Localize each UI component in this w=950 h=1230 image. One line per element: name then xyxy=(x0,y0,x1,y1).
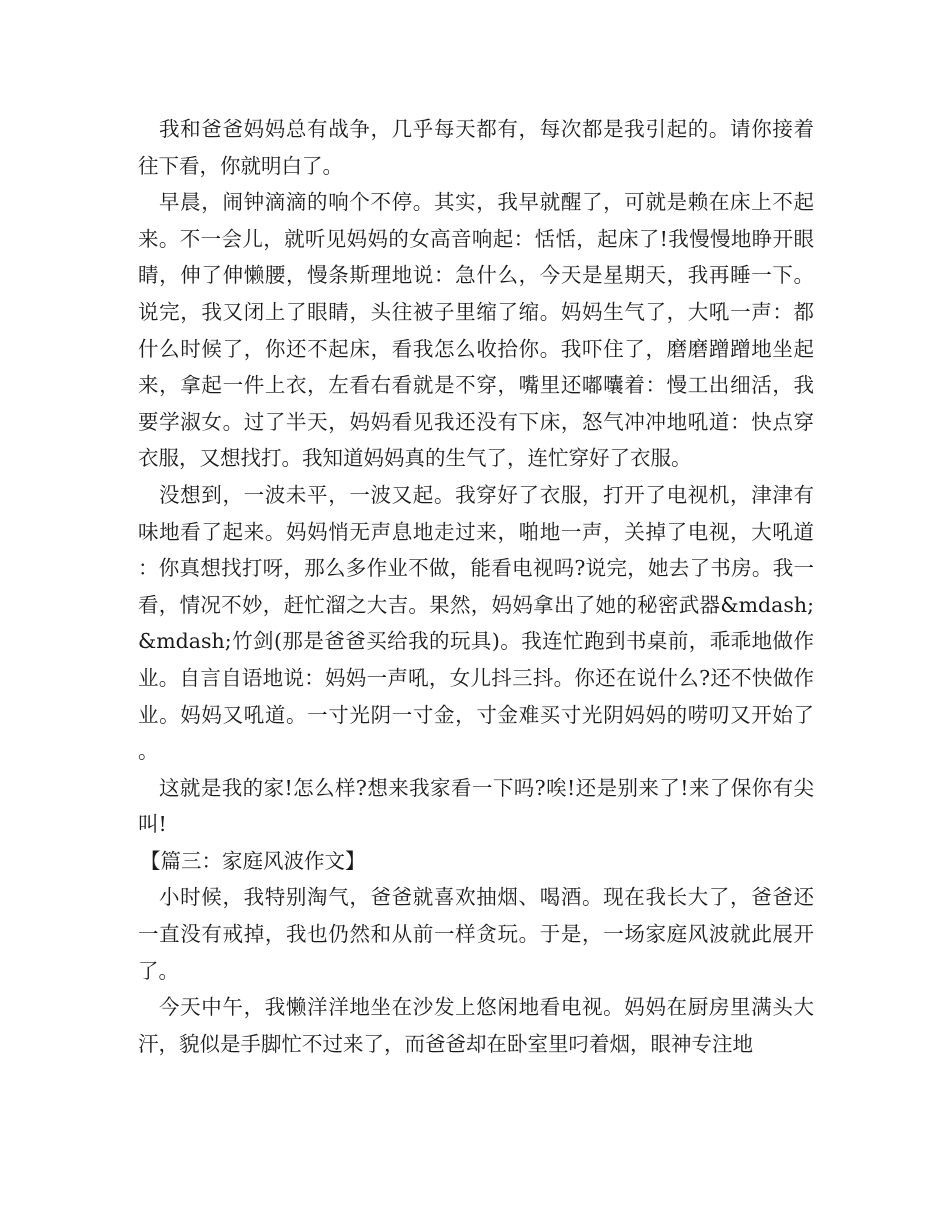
document-body xyxy=(138,111,814,1062)
paragraph: 小时候，我特别淘气，爸爸就喜欢抽烟、喝酒。现在我长大了，爸爸还一直没有戒掉，我也仍然和从前一样贪玩。于是，一场家庭风波就此展开了。 xyxy=(138,885,814,983)
paragraph: 这就是我的家!怎么样?想来我家看一下吗?唉!还是别来了!来了保你有尖叫! xyxy=(138,775,814,837)
paragraph: 今天中午，我懒洋洋地坐在沙发上悠闲地看电视。妈妈在厨房里满头大汗，貌似是手脚忙不过来了，而爸爸却在卧室里叼着烟，眼神专注地 xyxy=(138,995,814,1056)
paragraph: 我和爸爸妈妈总有战争，几乎每天都有，每次都是我引起的。请你接着往下看，你就明白了。 xyxy=(138,117,814,178)
paragraph: 没想到，一波未平，一波又起。我穿好了衣服，打开了电视机，津津有味地看了起来。妈妈悄无声息地走过来，啪地一声，关掉了电视，大吼道：你真想找打呀，那么多作业不做，能看电视吗?说完，她去了书房。我一看，情况不妙，赶忙溜之大吉。果然，妈妈拿出了她的秘密武器&mdash;&mdash;竹剑(那是爸爸买给我的玩具)。我连忙跑到书桌前，乖乖地做作业。自言自语地说：妈妈一声吼，女儿抖三抖。你还在说什么?还不快做作业。妈妈又吼道。一寸光阴一寸金，寸金难买寸光阴妈妈的唠叨又开始了。 xyxy=(138,482,814,764)
section-heading: 【篇三：家庭风波作文】 xyxy=(140,848,366,873)
paragraph: 早晨，闹钟滴滴的响个不停。其实，我早就醒了，可就是赖在床上不起来。不一会儿，就听见妈妈的女高音响起：恬恬，起床了!我慢慢地睁开眼睛，伸了伸懒腰，慢条斯理地说：急什么，今天是星期天，我再睡一下。说完，我又闭上了眼睛，头往被子里缩了缩。妈妈生气了，大吼一声：都什么时候了，你还不起床，看我怎么收拾你。我吓住了，磨磨蹭蹭地坐起来，拿起一件上衣，左看右看就是不穿，嘴里还嘟囔着：慢工出细活，我要学淑女。过了半天，妈妈看见我还没有下床，怒气冲冲地吼道：快点穿衣服，又想找打。我知道妈妈真的生气了，连忙穿好了衣服。 xyxy=(138,190,814,471)
